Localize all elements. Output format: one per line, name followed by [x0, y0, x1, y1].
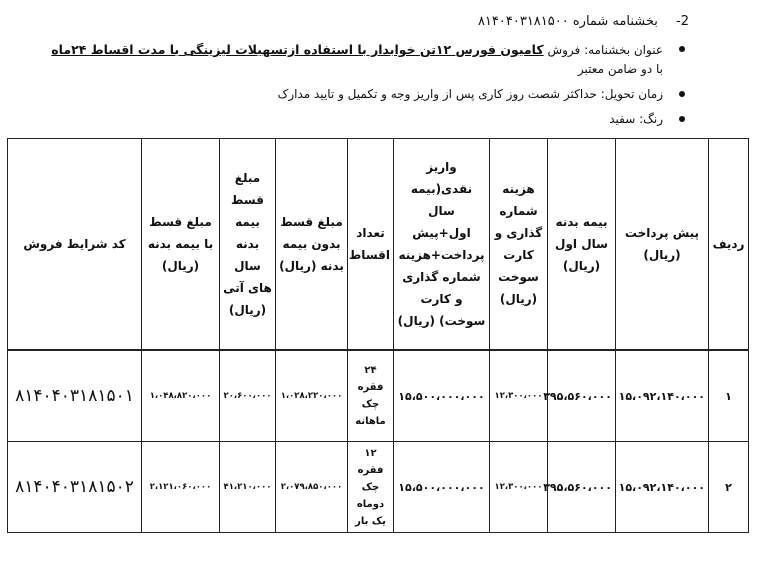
circular-details-list	[9, 40, 689, 135]
installment-future-insurance-cell: ۴۱،۲۱۰،۰۰۰	[220, 442, 276, 533]
insurance-cell: ۳۹۵،۵۶۰،۰۰۰	[548, 350, 616, 442]
registration-cell: ۱۲،۳۰۰،۰۰۰	[490, 442, 548, 533]
table-row	[8, 350, 749, 442]
installment-future-insurance-cell: ۲۰،۶۰۰،۰۰۰	[220, 350, 276, 442]
sale-code-cell: ۸۱۴۰۴۰۳۱۸۱۵۰۱	[8, 350, 142, 442]
header-cell: مبلغ قسط بدون بیمه بدنه (ریال)	[276, 139, 348, 351]
header-cell: کد شرایط فروش	[8, 139, 142, 351]
row-number-cell: ۱	[709, 350, 749, 442]
registration-cell: ۱۲،۳۰۰،۰۰۰	[490, 350, 548, 442]
row-number-cell: ۲	[709, 442, 749, 533]
color-bullet	[9, 110, 689, 129]
delivery-bullet	[9, 85, 689, 104]
circular-number: بخشنامه شماره ۸۱۴۰۴۰۳۱۸۱۵۰۰	[477, 14, 658, 29]
table-row	[8, 442, 749, 533]
cash-deposit-cell: ۱۵،۵۰۰،۰۰۰،۰۰۰	[394, 442, 490, 533]
header-cell: پیش پرداخت (ریال)	[616, 139, 709, 351]
insurance-cell: ۳۹۵،۵۶۰،۰۰۰	[548, 442, 616, 533]
header-cell: مبلغ قسط با بیمه بدنه (ریال)	[142, 139, 220, 351]
down-payment-cell: ۱۵،۰۹۲،۱۴۰،۰۰۰	[616, 442, 709, 533]
cash-deposit-cell: ۱۵،۵۰۰،۰۰۰،۰۰۰	[394, 350, 490, 442]
installments-cell: ۲۴ فقره چک ماهانه	[348, 350, 394, 442]
title-bold: کامیون فورس ۱۲تن خوابدار با استفاده ازتسهیلات لیزینگی با مدت اقساط ۲۴ماه	[51, 42, 544, 57]
header-cell: مبلغ قسط بیمه بدنه سال های آتی (ریال)	[220, 139, 276, 351]
installment-no-insurance-cell: ۲،۰۷۹،۸۵۰،۰۰۰	[276, 442, 348, 533]
down-payment-cell: ۱۵،۰۹۲،۱۴۰،۰۰۰	[616, 350, 709, 442]
title-sub: با دو ضامن معتبر	[577, 62, 663, 76]
header-cell: بیمه بدنه سال اول (ریال)	[548, 139, 616, 351]
table-header-row	[8, 139, 749, 351]
sale-code-cell: ۸۱۴۰۴۰۳۱۸۱۵۰۲	[8, 442, 142, 533]
installments-cell: ۱۲ فقره چک دوماه یک بار	[348, 442, 394, 533]
header-cell: واریز نقدی(بیمه سال اول+پیش پرداخت+هزینه شماره گذاری و کارت سوخت) (ریال)	[394, 139, 490, 351]
header-cell: هزینه شماره گذاری و کارت سوخت (ریال)	[490, 139, 548, 351]
circular-heading	[478, 14, 689, 29]
header-cell: ردیف	[709, 139, 749, 351]
installment-no-insurance-cell: ۱،۰۲۸،۲۲۰،۰۰۰	[276, 350, 348, 442]
header-cell: تعداد اقساط	[348, 139, 394, 351]
section-number: 2-	[676, 14, 689, 29]
sales-conditions-table	[7, 138, 749, 533]
title-bullet	[9, 40, 689, 79]
delivery-text: زمان تحویل: حداکثر شصت روز کاری پس از واریز وجه و تکمیل و تایید مدارک	[277, 87, 663, 101]
title-label: عنوان بخشنامه: فروش	[547, 43, 663, 57]
installment-with-insurance-cell: ۱،۰۴۸،۸۲۰،۰۰۰	[142, 350, 220, 442]
color-text: رنگ: سفید	[609, 112, 663, 126]
installment-with-insurance-cell: ۲،۱۲۱،۰۶۰،۰۰۰	[142, 442, 220, 533]
